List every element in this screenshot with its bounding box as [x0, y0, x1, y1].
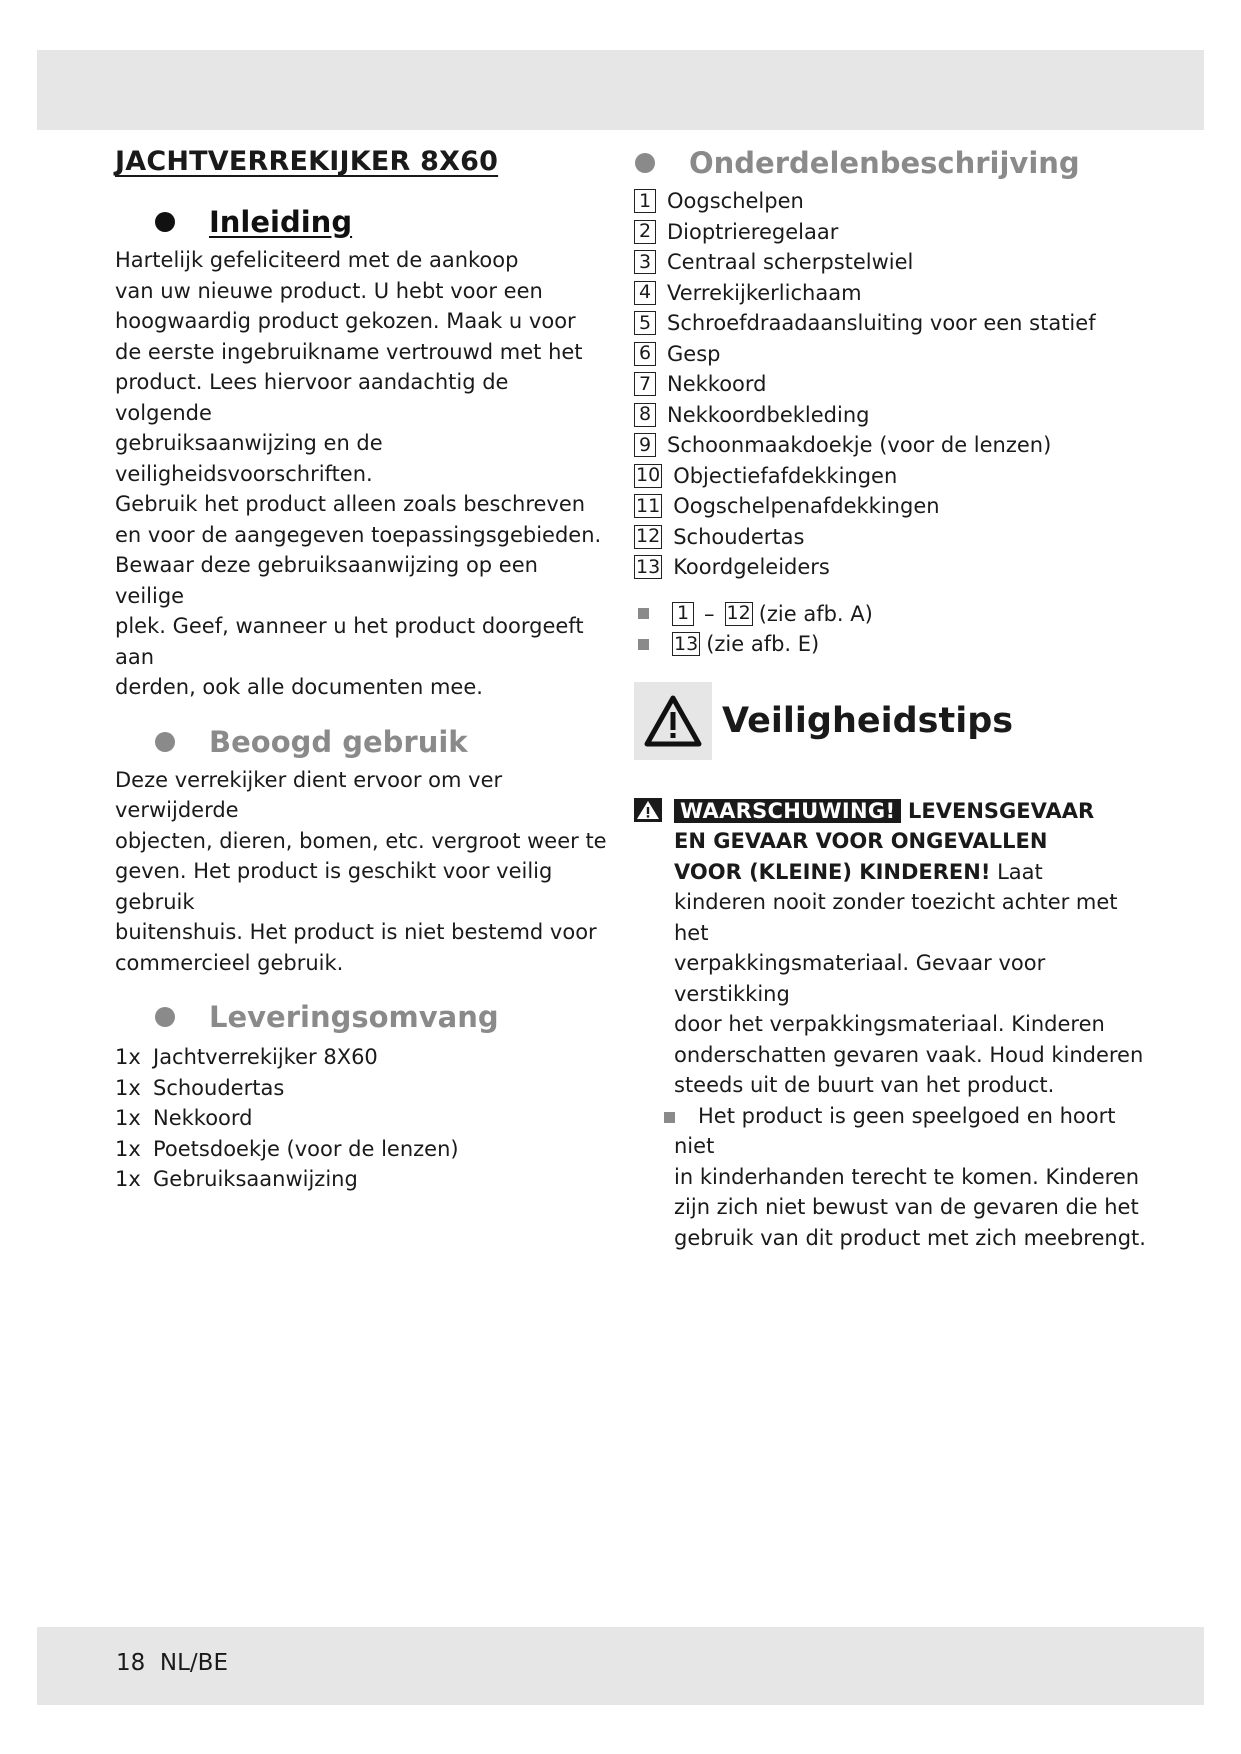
document-title: JACHTVERREKIJKER 8X60 [115, 146, 499, 177]
list-item: 1 Oogschelpen [634, 186, 1154, 217]
list-item: 2 Dioptrieregelaar [634, 217, 1154, 248]
section-title: Beoogd gebruik [209, 724, 468, 759]
list-item: 6 Gesp [634, 339, 1154, 370]
bullet-dot-icon [155, 1007, 175, 1027]
section-delivery-heading [115, 1000, 610, 1034]
list-item: 13 Koordgeleiders [636, 555, 830, 580]
language-code: NL/BE [159, 1650, 228, 1676]
list-item: 11 Oogschelpenafdekkingen [636, 494, 940, 519]
safety-heading [634, 682, 1154, 760]
figure-references [634, 599, 1154, 660]
list-item: 8 Nekkoordbekleding [634, 400, 1154, 431]
right-column [634, 146, 1154, 1253]
list-item: 1x Gebruiksaanwijzing [115, 1167, 358, 1191]
list-item: 12 Schoudertas [636, 524, 805, 549]
list-item: 3 Centraal scherpstelwiel [634, 247, 1154, 278]
list-item: 5 Schroefdraadaansluiting voor een statief [634, 308, 1154, 339]
intro-paragraph: Hartelijk gefeliciteerd met de aankoop van uw nieuwe product. U hebt voor een hoogwaardig product gekozen. Maak u voor de eerste ingebruikname vertrouwd met het product. Lees hiervoor aandachtig de volgende gebruiksaanwijzing en de veiligheidsvoorschriften. Gebruik het product alleen zoals beschreven en voor de aangegeven toepassingsgebieden. Bewaar deze gebruiksaanwijzing op een veilige plek. Geef, wanneer u het product doorgeeft aan derden, ook alle documenten mee. [115, 248, 602, 699]
list-item: 1 – 12 (zie afb. A) [634, 599, 1154, 630]
list-item: 4 Verrekijkerlichaam [634, 278, 1154, 309]
section-title: Veiligheidstips [722, 700, 1014, 741]
bullet-dot-icon [635, 153, 655, 173]
warning-tag: WAARSCHUWING! [674, 799, 901, 823]
list-item: 1x Jachtverrekijker 8X60 [115, 1045, 378, 1069]
square-bullet-icon [664, 1112, 675, 1123]
section-title: Inleiding [209, 205, 353, 239]
list-item: 7 Nekkoord [634, 369, 1154, 400]
warning-triangle-icon [634, 682, 712, 760]
list-item: 9 Schoonmaakdoekje (voor de lenzen) [634, 430, 1154, 461]
square-bullet-icon [638, 639, 649, 650]
list-item: 1x Poetsdoekje (voor de lenzen) [115, 1136, 459, 1161]
section-title: Onderdelenbeschrijving [689, 146, 1080, 180]
delivery-list [115, 1042, 610, 1195]
safety-bullet: Het product is geen speelgoed en hoort niet in kinderhanden terecht te komen. Kinderen zijn zich niet bewust van de gevaren die het gebruik van dit product met zich meebrengt. [674, 1101, 1154, 1254]
bullet-dot-icon [155, 212, 175, 232]
section-parts-heading [595, 146, 1154, 180]
page-number: 18 [116, 1650, 146, 1676]
page-footer [116, 1650, 228, 1676]
warning-triangle-icon [634, 798, 662, 826]
section-intro-heading [115, 205, 610, 239]
bullet-dot-icon [155, 732, 175, 752]
header-band [37, 50, 1204, 130]
list-item: 10 Objectiefafdekkingen [636, 463, 898, 488]
left-column [115, 146, 610, 1195]
list-item: 1x Nekkoord [115, 1106, 253, 1130]
warning-block: WAARSCHUWING! LEVENSGEVAAR EN GEVAAR VOOR ONGEVALLEN VOOR (KLEINE) KINDEREN! Laat kinderen nooit zonder toezicht achter met het verpakkingsmateriaal. Gevaar voor verstikking door het verpakkingsmateriaal. Kinderen onderschatten gevaren vaak. Houd kinderen steeds uit de buurt van het product. Het product is geen speelgoed en hoort niet in kinderhanden terecht te komen. Kinderen zijn zich niet bewust van de gevaren die het gebruik van dit product met zich meebrengt. [634, 796, 1154, 1254]
intended-use-paragraph: Deze verrekijker dient ervoor om ver verwijderde objecten, dieren, bomen, etc. vergroot weer te geven. Het product is geschikt voor veilig gebruik buitenshuis. Het product is niet bestemd voor commercieel gebruik. [115, 767, 607, 975]
section-title: Leveringsomvang [209, 1000, 499, 1034]
parts-list [634, 186, 1154, 583]
list-item: 1x Schoudertas [115, 1075, 285, 1100]
list-item: 13 (zie afb. E) [634, 629, 1154, 660]
section-intended-use-heading [115, 725, 610, 759]
square-bullet-icon [638, 608, 649, 619]
